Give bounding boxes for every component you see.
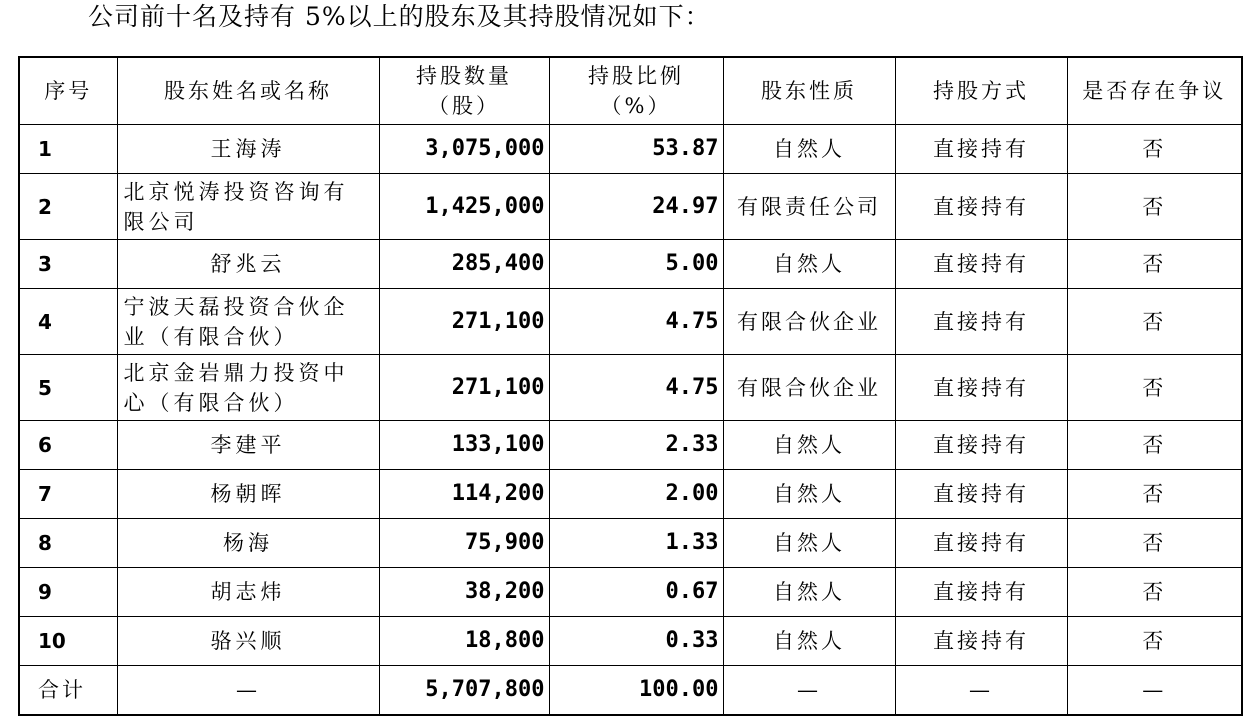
cell-method: 直接持有 <box>895 125 1067 174</box>
cell-qty: 271,100 <box>379 289 549 355</box>
cell-name: 胡志炜 <box>117 568 379 617</box>
header-seq: 序号 <box>19 57 117 125</box>
header-ratio <box>549 57 723 125</box>
cell-total-label: 合计 <box>19 666 117 716</box>
cell-method: 直接持有 <box>895 470 1067 519</box>
cell-ratio: 24.97 <box>549 174 723 240</box>
cell-nature: 自然人 <box>723 617 895 666</box>
table-row <box>19 355 1242 421</box>
cell-nature: 自然人 <box>723 519 895 568</box>
table-row <box>19 470 1242 519</box>
cell-name: 李建平 <box>117 421 379 470</box>
table-row <box>19 125 1242 174</box>
header-row <box>19 57 1242 125</box>
header-ratio-line2: （%） <box>600 94 672 118</box>
cell-name: 王海涛 <box>117 125 379 174</box>
cell-qty: 114,200 <box>379 470 549 519</box>
cell-dispute: 否 <box>1067 174 1242 240</box>
table-row <box>19 568 1242 617</box>
cell-ratio: 5.00 <box>549 240 723 289</box>
cell-total-dispute: — <box>1067 666 1242 716</box>
cell-qty: 38,200 <box>379 568 549 617</box>
header-method: 持股方式 <box>895 57 1067 125</box>
header-qty-line2: （股） <box>428 94 500 118</box>
cell-nature: 自然人 <box>723 421 895 470</box>
cell-nature: 有限合伙企业 <box>723 289 895 355</box>
cell-dispute: 否 <box>1067 240 1242 289</box>
cell-ratio: 2.33 <box>549 421 723 470</box>
cell-nature: 自然人 <box>723 125 895 174</box>
cell-seq: 8 <box>19 519 117 568</box>
cell-nature: 自然人 <box>723 568 895 617</box>
cell-method: 直接持有 <box>895 617 1067 666</box>
table-row <box>19 519 1242 568</box>
cell-name: 杨朝晖 <box>117 470 379 519</box>
table-row <box>19 174 1242 240</box>
cell-dispute: 否 <box>1067 519 1242 568</box>
cell-seq: 4 <box>19 289 117 355</box>
cell-name: 杨海 <box>117 519 379 568</box>
cell-name: 舒兆云 <box>117 240 379 289</box>
cell-dispute: 否 <box>1067 421 1242 470</box>
cell-ratio: 4.75 <box>549 289 723 355</box>
cell-qty: 75,900 <box>379 519 549 568</box>
cell-qty: 271,100 <box>379 355 549 421</box>
shareholder-table <box>18 56 1243 716</box>
cell-total-method: — <box>895 666 1067 716</box>
cell-name: 宁波天磊投资合伙企业（有限合伙） <box>117 289 379 355</box>
cell-nature: 有限合伙企业 <box>723 355 895 421</box>
cell-total-nature: — <box>723 666 895 716</box>
cell-qty: 285,400 <box>379 240 549 289</box>
cell-method: 直接持有 <box>895 355 1067 421</box>
cell-seq: 9 <box>19 568 117 617</box>
cell-method: 直接持有 <box>895 240 1067 289</box>
cell-dispute: 否 <box>1067 617 1242 666</box>
cell-seq: 5 <box>19 355 117 421</box>
cell-total-name: — <box>117 666 379 716</box>
header-name: 股东姓名或名称 <box>117 57 379 125</box>
header-qty-line1: 持股数量 <box>416 64 512 88</box>
cell-nature: 自然人 <box>723 240 895 289</box>
cell-method: 直接持有 <box>895 289 1067 355</box>
cell-method: 直接持有 <box>895 519 1067 568</box>
intro-sentence: 公司前十名及持有 5%以上的股东及其持股情况如下： <box>88 2 711 31</box>
cell-total-qty: 5,707,800 <box>379 666 549 716</box>
cell-name: 骆兴顺 <box>117 617 379 666</box>
cell-seq: 3 <box>19 240 117 289</box>
header-nature: 股东性质 <box>723 57 895 125</box>
cell-dispute: 否 <box>1067 289 1242 355</box>
cell-total-ratio: 100.00 <box>549 666 723 716</box>
cell-qty: 1,425,000 <box>379 174 549 240</box>
header-dispute: 是否存在争议 <box>1067 57 1242 125</box>
table-row <box>19 240 1242 289</box>
cell-dispute: 否 <box>1067 568 1242 617</box>
cell-seq: 7 <box>19 470 117 519</box>
header-qty <box>379 57 549 125</box>
cell-method: 直接持有 <box>895 568 1067 617</box>
cell-nature: 自然人 <box>723 470 895 519</box>
cell-qty: 133,100 <box>379 421 549 470</box>
cell-seq: 6 <box>19 421 117 470</box>
table-row <box>19 421 1242 470</box>
table-row <box>19 289 1242 355</box>
cell-dispute: 否 <box>1067 355 1242 421</box>
cell-seq: 2 <box>19 174 117 240</box>
cell-dispute: 否 <box>1067 125 1242 174</box>
table-row <box>19 617 1242 666</box>
cell-name: 北京金岩鼎力投资中心（有限合伙） <box>117 355 379 421</box>
cell-name: 北京悦涛投资咨询有限公司 <box>117 174 379 240</box>
cell-ratio: 0.33 <box>549 617 723 666</box>
cell-ratio: 1.33 <box>549 519 723 568</box>
cell-method: 直接持有 <box>895 174 1067 240</box>
cell-seq: 10 <box>19 617 117 666</box>
total-row <box>19 666 1242 716</box>
cell-seq: 1 <box>19 125 117 174</box>
cell-ratio: 2.00 <box>549 470 723 519</box>
cell-qty: 3,075,000 <box>379 125 549 174</box>
cell-ratio: 4.75 <box>549 355 723 421</box>
cell-method: 直接持有 <box>895 421 1067 470</box>
cell-ratio: 53.87 <box>549 125 723 174</box>
cell-qty: 18,800 <box>379 617 549 666</box>
cell-ratio: 0.67 <box>549 568 723 617</box>
cell-nature: 有限责任公司 <box>723 174 895 240</box>
cell-dispute: 否 <box>1067 470 1242 519</box>
header-ratio-line1: 持股比例 <box>588 64 684 88</box>
